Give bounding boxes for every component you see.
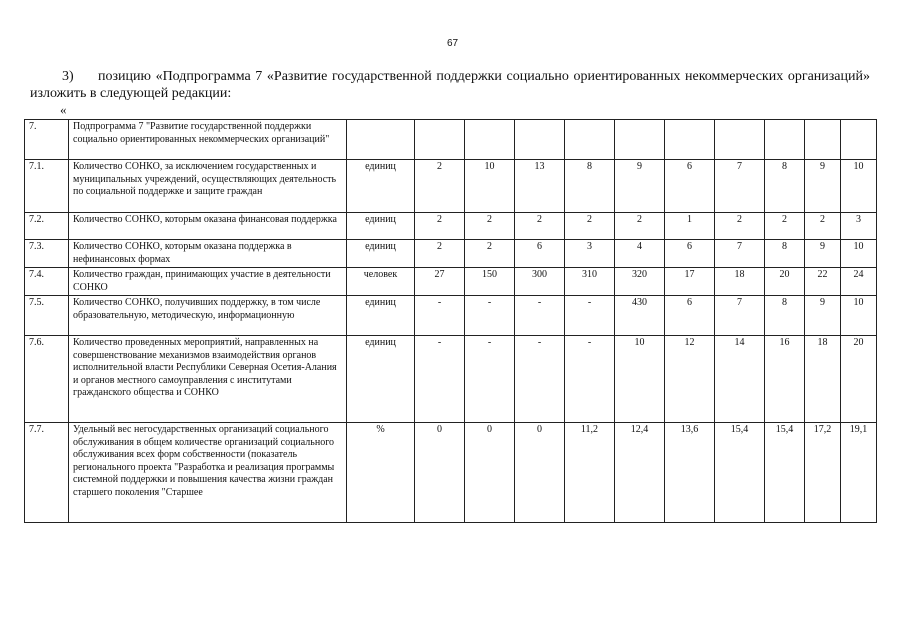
opening-quote: « [60, 102, 67, 117]
value-cell: 2 [715, 213, 765, 240]
table-row [25, 120, 877, 160]
value-cell [841, 120, 877, 160]
unit-cell: единиц [347, 296, 415, 336]
value-cell: 9 [805, 240, 841, 268]
indicator-name-cell: Количество СОНКО, которым оказана финансовая поддержка [69, 213, 347, 240]
value-cell: 1 [665, 213, 715, 240]
paragraph-number: 3) [62, 69, 74, 84]
value-cell: 12,4 [615, 423, 665, 523]
value-cell: 11,2 [565, 423, 615, 523]
value-cell [715, 120, 765, 160]
value-cell: 6 [665, 296, 715, 336]
value-cell: 4 [615, 240, 665, 268]
row-number-cell: 7.5. [25, 296, 69, 336]
value-cell: 18 [805, 336, 841, 423]
value-cell: 9 [615, 160, 665, 213]
value-cell: 12 [665, 336, 715, 423]
value-cell: 0 [415, 423, 465, 523]
indicator-name-cell: Количество СОНКО, получивших поддержку, в том числе образовательную, методическую, информационную [69, 296, 347, 336]
value-cell: - [415, 336, 465, 423]
value-cell: 0 [465, 423, 515, 523]
unit-cell [347, 120, 415, 160]
value-cell: 9 [805, 296, 841, 336]
value-cell: 22 [805, 268, 841, 296]
value-cell: - [565, 336, 615, 423]
value-cell: 8 [765, 296, 805, 336]
value-cell [765, 120, 805, 160]
unit-cell: единиц [347, 213, 415, 240]
paragraph-text: позицию «Подпрограмма 7 «Развитие государственной поддержки социально ориентированных некоммерческих организаций» изложить в следующей редакции: [30, 69, 870, 101]
value-cell: - [465, 336, 515, 423]
table-row [25, 336, 877, 423]
value-cell: 3 [565, 240, 615, 268]
value-cell: 6 [665, 160, 715, 213]
value-cell: 3 [841, 213, 877, 240]
row-number-cell: 7.3. [25, 240, 69, 268]
value-cell: 2 [415, 240, 465, 268]
row-number-cell: 7. [25, 120, 69, 160]
value-cell: 13,6 [665, 423, 715, 523]
value-cell [615, 120, 665, 160]
value-cell: - [415, 296, 465, 336]
value-cell: 10 [615, 336, 665, 423]
indicators-table [24, 119, 877, 523]
value-cell: 16 [765, 336, 805, 423]
value-cell [415, 120, 465, 160]
value-cell: - [465, 296, 515, 336]
table-row [25, 240, 877, 268]
indicator-name-cell: Количество СОНКО, которым оказана поддержка в нефинансовых формах [69, 240, 347, 268]
table-body [25, 120, 877, 523]
row-number-cell: 7.7. [25, 423, 69, 523]
value-cell: 320 [615, 268, 665, 296]
value-cell: 18 [715, 268, 765, 296]
value-cell: 14 [715, 336, 765, 423]
unit-cell: человек [347, 268, 415, 296]
value-cell: 15,4 [765, 423, 805, 523]
table-row [25, 268, 877, 296]
value-cell: 8 [565, 160, 615, 213]
value-cell: 6 [665, 240, 715, 268]
value-cell: 150 [465, 268, 515, 296]
value-cell [465, 120, 515, 160]
value-cell: 20 [765, 268, 805, 296]
value-cell: 2 [465, 240, 515, 268]
value-cell: 300 [515, 268, 565, 296]
value-cell: 2 [805, 213, 841, 240]
table-row [25, 423, 877, 523]
page-number: 67 [446, 38, 459, 49]
row-number-cell: 7.6. [25, 336, 69, 423]
value-cell: 2 [765, 213, 805, 240]
table-row [25, 160, 877, 213]
value-cell: 8 [765, 160, 805, 213]
value-cell: - [565, 296, 615, 336]
value-cell: 24 [841, 268, 877, 296]
value-cell [665, 120, 715, 160]
value-cell: 2 [515, 213, 565, 240]
value-cell: 10 [841, 240, 877, 268]
value-cell: 2 [565, 213, 615, 240]
row-number-cell: 7.4. [25, 268, 69, 296]
value-cell: 17 [665, 268, 715, 296]
value-cell [565, 120, 615, 160]
indicator-name-cell: Количество проведенных мероприятий, направленных на совершенствование механизмов взаимодействия органов исполнительной власти Республики Северная Осетия-Алания и органов местного самоуправления с институтами гражданского общества и СОНКО [69, 336, 347, 423]
value-cell: 10 [841, 296, 877, 336]
value-cell: 2 [615, 213, 665, 240]
indicator-name-cell: Удельный вес негосударственных организаций социального обслуживания в общем количестве организаций социального обслуживания всех форм собственности (показатель регионального проекта "Разработка и реализация программы системной поддержки и повышения качества жизни граждан старшего поколения "Старшее [69, 423, 347, 523]
unit-cell: % [347, 423, 415, 523]
indicator-name-cell: Количество СОНКО, за исключением государственных и муниципальных учреждений, осуществляющих деятельность по социальной поддержке и защите граждан [69, 160, 347, 213]
value-cell: - [515, 336, 565, 423]
indicator-name-cell: Количество граждан, принимающих участие в деятельности СОНКО [69, 268, 347, 296]
value-cell: 17,2 [805, 423, 841, 523]
row-number-cell: 7.2. [25, 213, 69, 240]
value-cell: 20 [841, 336, 877, 423]
value-cell: 27 [415, 268, 465, 296]
table-row [25, 296, 877, 336]
indicator-name-cell: Подпрограмма 7 "Развитие государственной поддержки социально ориентированных некоммерческих организаций" [69, 120, 347, 160]
value-cell: 9 [805, 160, 841, 213]
value-cell: 7 [715, 160, 765, 213]
value-cell: 2 [415, 213, 465, 240]
value-cell: 8 [765, 240, 805, 268]
amendment-paragraph [30, 68, 870, 102]
value-cell: 430 [615, 296, 665, 336]
value-cell: 310 [565, 268, 615, 296]
value-cell: 13 [515, 160, 565, 213]
row-number-cell: 7.1. [25, 160, 69, 213]
unit-cell: единиц [347, 336, 415, 423]
value-cell: 10 [465, 160, 515, 213]
table-row [25, 213, 877, 240]
value-cell: - [515, 296, 565, 336]
unit-cell: единиц [347, 240, 415, 268]
value-cell [515, 120, 565, 160]
value-cell: 0 [515, 423, 565, 523]
value-cell [805, 120, 841, 160]
value-cell: 2 [465, 213, 515, 240]
value-cell: 19,1 [841, 423, 877, 523]
unit-cell: единиц [347, 160, 415, 213]
value-cell: 15,4 [715, 423, 765, 523]
value-cell: 2 [415, 160, 465, 213]
value-cell: 6 [515, 240, 565, 268]
value-cell: 10 [841, 160, 877, 213]
value-cell: 7 [715, 296, 765, 336]
value-cell: 7 [715, 240, 765, 268]
